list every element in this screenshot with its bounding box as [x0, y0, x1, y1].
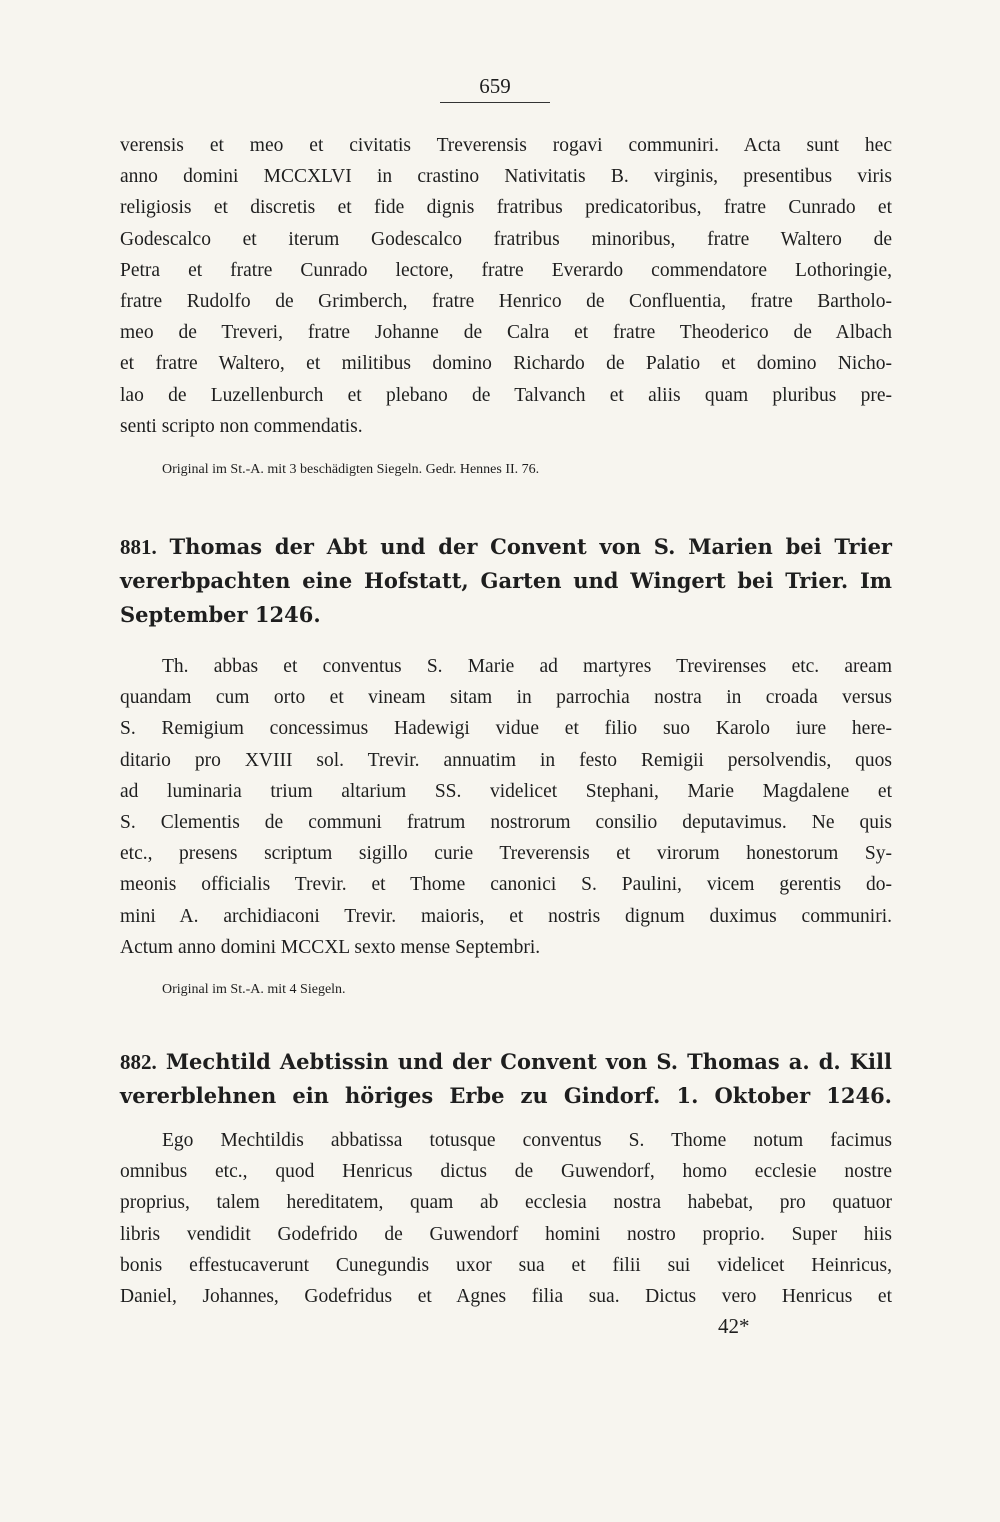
text-line: Ego Mechtildis abbatissa totusque conventus S. Thome notum facimus: [162, 1130, 892, 1151]
heading-line: [120, 530, 892, 564]
document-body-882: [120, 1125, 892, 1312]
text-line: S. Remigium concessimus Hadewigi vidue et filio suo Karolo iure here-: [120, 718, 892, 740]
text-line: lao de Luzellenburch et plebano de Talvanch et aliis quam pluribus pre-: [120, 384, 892, 406]
signature-mark: 42*: [718, 1314, 750, 1338]
text-line: Th. abbas et conventus S. Marie ad martyres Trevirenses etc. aream: [162, 656, 892, 677]
text-line: et fratre Waltero, et militibus domino Richardo de Palatio et domino Nicho-: [120, 353, 892, 375]
source-note: Original im St.-A. mit 4 Siegeln.: [162, 982, 346, 997]
document-heading-882: [120, 1045, 892, 1113]
page-number: 659: [440, 74, 550, 103]
text-line: bonis effestucaverunt Cunegundis uxor sua et filii sui videlicet Heinricus,: [120, 1254, 892, 1276]
text-line: verensis et meo et civitatis Treverensis rogavi communiri. Acta sunt hec: [120, 135, 892, 156]
text-line: ad luminaria trium altarium SS. videlicet Stephani, Marie Magdalene et: [120, 780, 892, 802]
text-line: religiosis et discretis et fide dignis fratribus predicatoribus, fratre Cunrado et: [120, 197, 892, 219]
document-heading-881: [120, 530, 892, 632]
heading-line: September 1246.: [120, 602, 321, 627]
text-line: S. Clementis de communi fratrum nostrorum consilio deputavimus. Ne quis: [120, 811, 892, 833]
text-line: Petra et fratre Cunrado lectore, fratre Everardo commendatore Lothoringie,: [120, 259, 892, 281]
text-line: senti scripto non commendatis.: [120, 415, 363, 437]
heading-text: Thomas der Abt und der Convent von S. Marien bei Trier: [169, 534, 892, 559]
text-line: proprius, talem hereditatem, quam ab ecclesia nostra habebat, pro quatuor: [120, 1192, 892, 1214]
text-line: quandam cum orto et vineam sitam in parrochia nostra in croada versus: [120, 687, 892, 709]
heading-text: Mechtild Aebtissin und der Convent von S. Thomas a. d. Kill: [165, 1049, 892, 1074]
text-line: etc., presens scriptum sigillo curie Treverensis et virorum honestorum Sy-: [120, 843, 892, 865]
text-line: Daniel, Johannes, Godefridus et Agnes filia sua. Dictus vero Henricus et: [120, 1285, 892, 1307]
text-line: meo de Treveri, fratre Johanne de Calra et fratre Theoderico de Albach: [120, 322, 892, 344]
text-line: libris vendidit Godefrido de Guwendorf homini nostro proprio. Super hiis: [120, 1223, 892, 1245]
heading-line: [120, 1045, 892, 1079]
text-line: Actum anno domini MCCXL sexto mense Septembri.: [120, 936, 541, 958]
text-line: omnibus etc., quod Henricus dictus de Guwendorf, homo ecclesie nostre: [120, 1161, 892, 1183]
document-number: 882.: [120, 1050, 157, 1074]
text-line: Godescalco et iterum Godescalco fratribus minoribus, fratre Waltero de: [120, 228, 892, 250]
document-number: 881.: [120, 535, 157, 559]
text-line: anno domini MCCXLVI in crastino Nativitatis B. virginis, presentibus viris: [120, 166, 892, 188]
text-line: ditario pro XVIII sol. Trevir. annuatim in festo Remigii persolvendis, quos: [120, 749, 892, 771]
text-line: fratre Rudolfo de Grimberch, fratre Henrico de Confluentia, fratre Bartholo-: [120, 290, 892, 312]
heading-line: vererblehnen ein höriges Erbe zu Gindorf. 1. Oktober 1246.: [120, 1083, 892, 1108]
paragraph-continuation: [120, 130, 892, 442]
text-line: meonis officialis Trevir. et Thome canonici S. Paulini, vicem gerentis do-: [120, 874, 892, 896]
text-line: mini A. archidiaconi Trevir. maioris, et nostris dignum duximus communiri.: [120, 905, 892, 927]
document-body-881: [120, 651, 892, 963]
heading-line: vererbpachten eine Hofstatt, Garten und Wingert bei Trier. Im: [120, 568, 892, 593]
source-note: Original im St.-A. mit 3 beschädigten Siegeln. Gedr. Hennes II. 76.: [162, 462, 540, 477]
